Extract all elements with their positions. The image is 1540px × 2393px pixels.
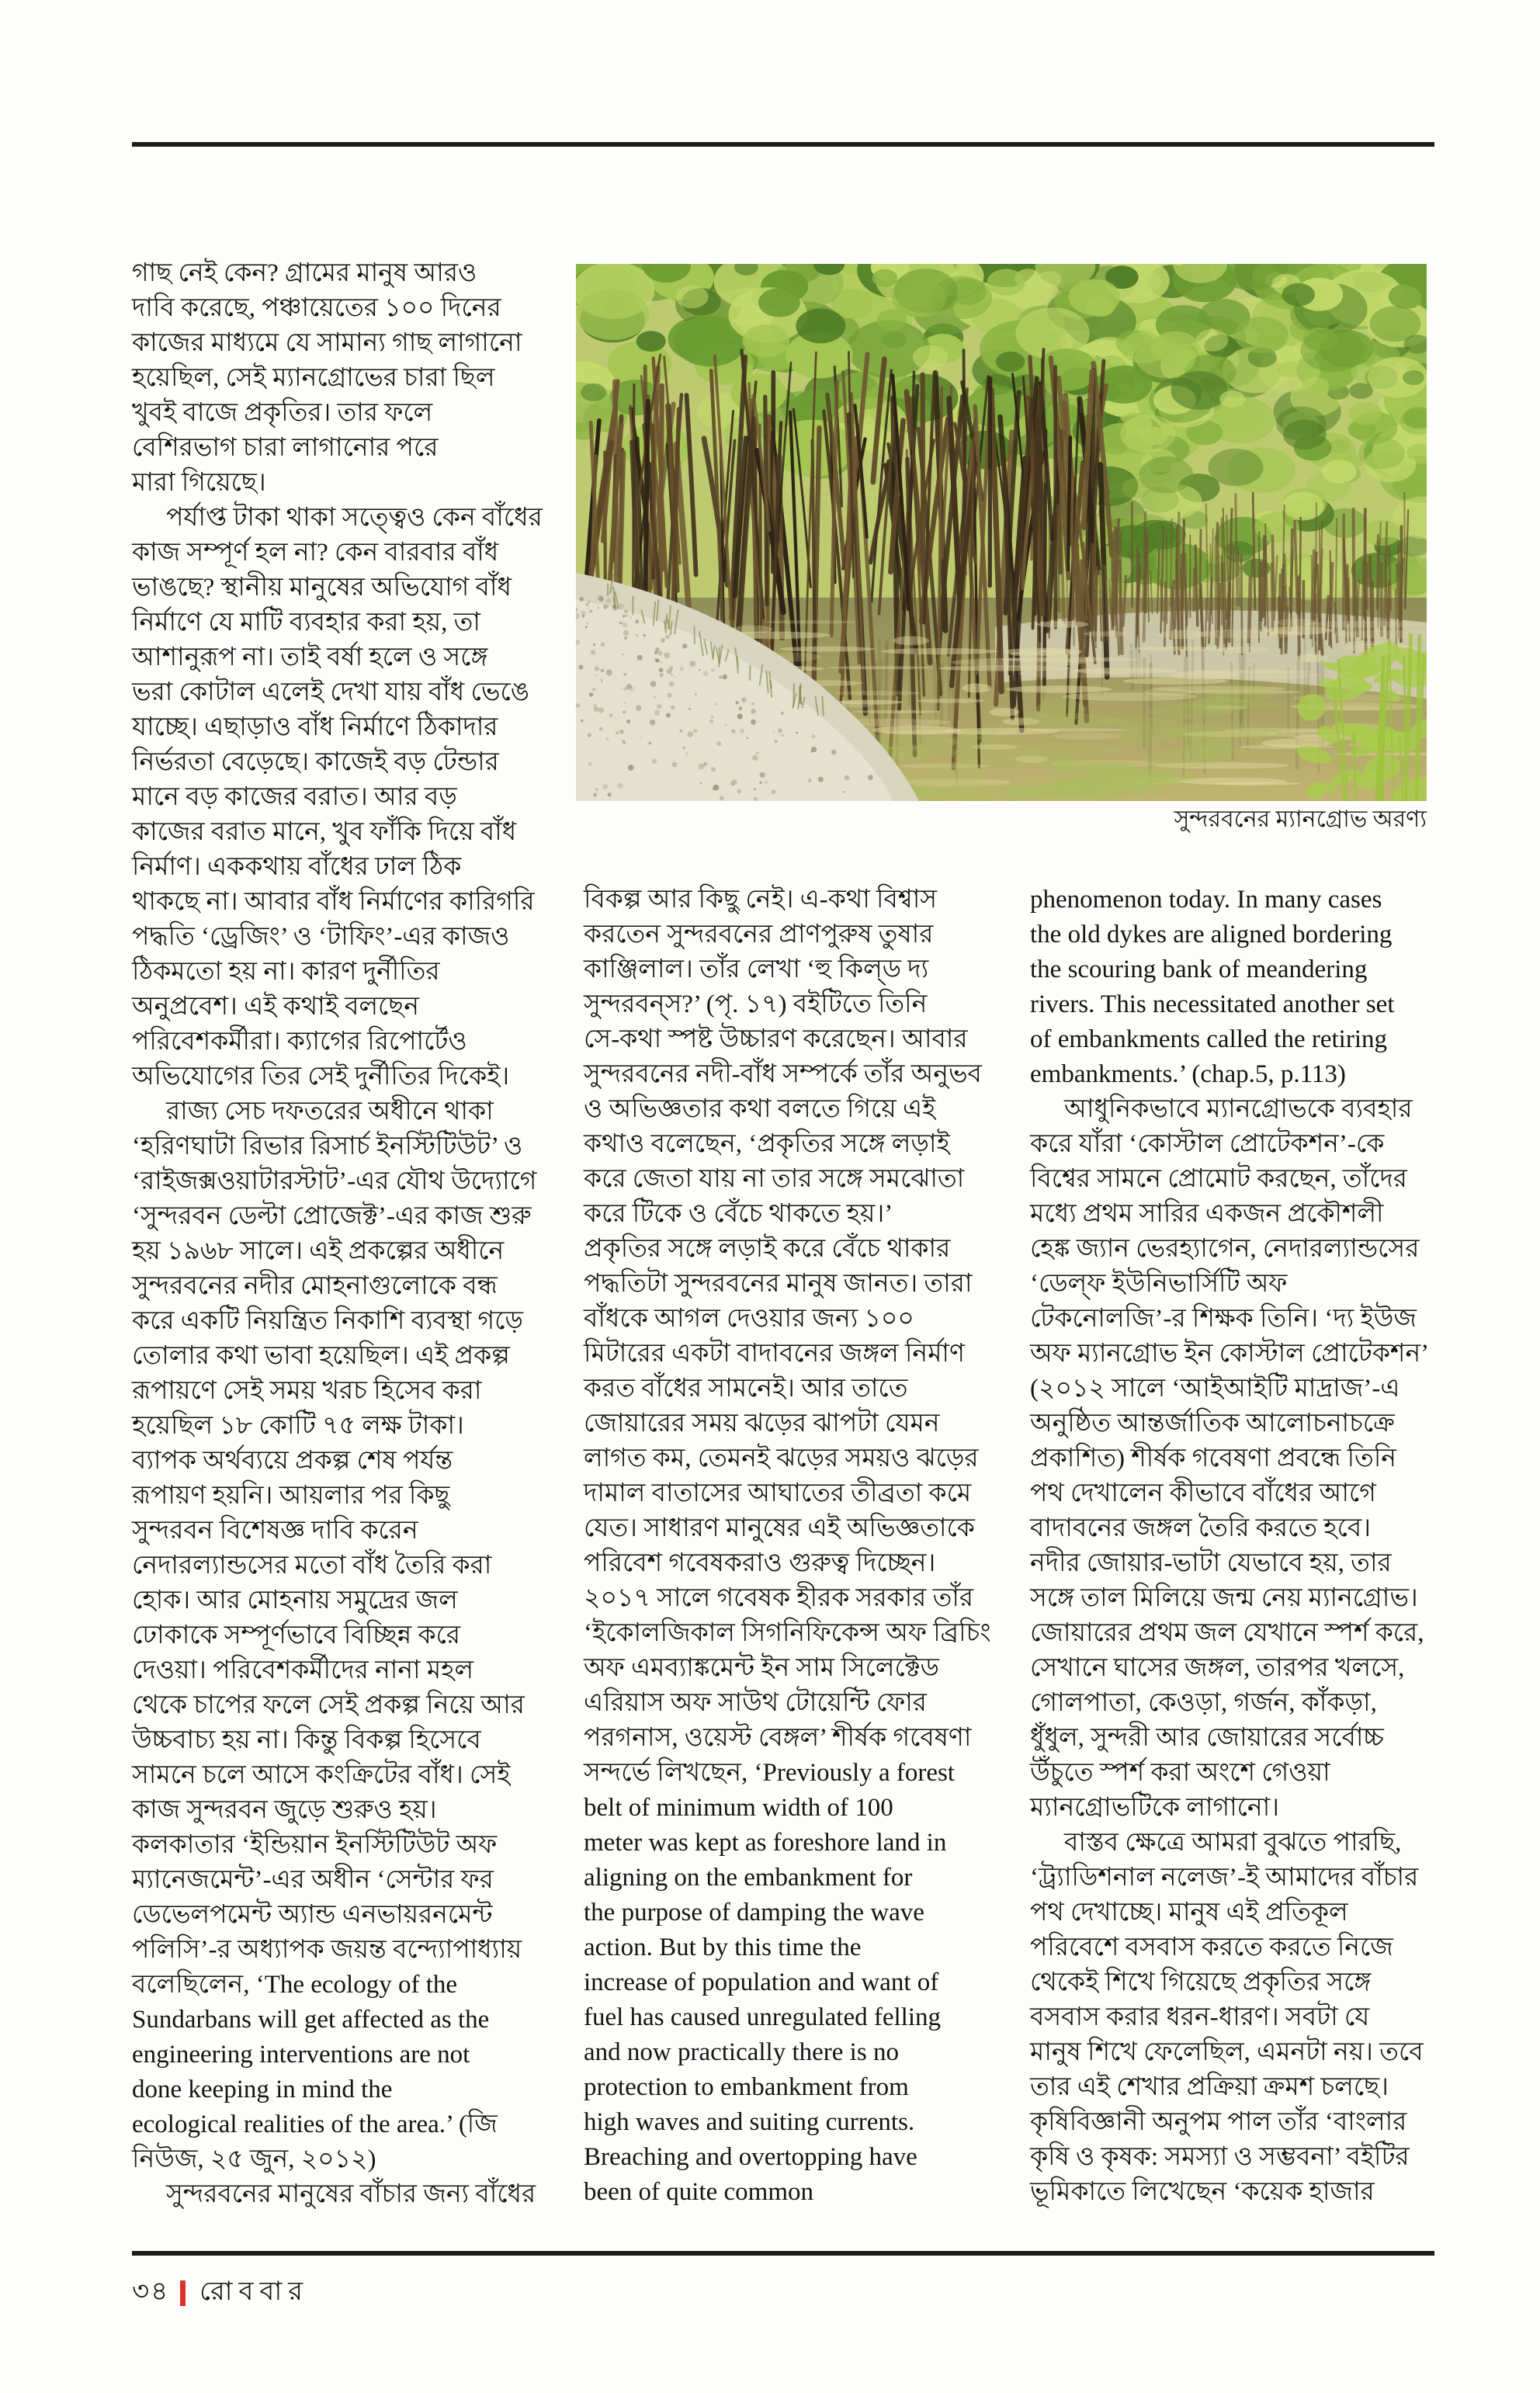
text-line: সুন্দরবন্‌স?’ (পৃ. ১৭) বইটিতে তিনি — [584, 990, 928, 1018]
text-line: পর্যাপ্ত টাকা থাকা সত্ত্বেও কেন বাঁধের — [166, 504, 543, 532]
paragraph — [132, 2177, 571, 2212]
text-line: ঠিকমতো হয় না। কারণ দুর্নীতির — [132, 958, 440, 986]
text-line: ভাঙছে? স্থানীয় মানুষের অভিযোগ বাঁধ — [132, 574, 512, 602]
text-line: কাজের মাধ্যমে যে সামান্য গাছ লাগানো — [132, 329, 522, 357]
text-line: উচ্চবাচ্য হয় না। কিন্তু বিকল্প হিসেবে — [132, 1726, 481, 1754]
text-line: বাঁধকে আগল দেওয়ার জন্য ১০০ — [584, 1305, 914, 1333]
text-line: ‘হরিণঘাটা রিভার রিসার্চ ইনস্টিটিউট’ ও — [132, 1132, 523, 1160]
text-line: কাঞ্জিলাল। তাঁর লেখা ‘হু কিল্‌ড দ্য — [584, 955, 929, 983]
text-line: of embankments called the retiring — [1030, 1025, 1388, 1053]
text-line: অনুপ্রবেশ। এই কথাই বলছেন — [132, 993, 419, 1021]
text-line: কাজ সুন্দরবন জুড়ে শুরুও হয়। — [132, 1796, 437, 1824]
paragraph — [132, 256, 571, 501]
text-line: rivers. This necessitated another set — [1030, 990, 1395, 1018]
text-line: পরিবেশ গবেষকরাও গুরুত্ব দিচ্ছেন। — [584, 1549, 936, 1577]
text-line: অফ ম্যানগ্রোভ ইন কোস্টাল প্রোটেকশন’ — [1030, 1340, 1430, 1368]
paragraph — [1030, 1826, 1434, 2210]
paragraph — [584, 883, 1009, 2210]
text-line: meter was kept as foreshore land in — [584, 1829, 947, 1857]
text-line: করত বাঁধের সামনেই। আর তাতে — [584, 1375, 908, 1403]
text-line: হেঙ্ক জ্যান ভেরহ্যাগেন, নেদারল্যান্ডসের — [1030, 1235, 1420, 1263]
text-line: বসবাস করার ধরন-ধারণ। সবটা যে — [1030, 2003, 1370, 2031]
text-line: তার এই শেখার প্রক্রিয়া ক্রমশ চলছে। — [1030, 2073, 1389, 2101]
text-line: অফ এমব্যাঙ্কমেন্ট ইন সাম সিলেক্টেড — [584, 1654, 939, 1682]
text-line: সুন্দরবনের মানুষের বাঁচার জন্য বাঁধের — [166, 2180, 536, 2208]
footer-separator-bar — [180, 2280, 186, 2306]
text-line: কাজ সম্পূর্ণ হল না? কেন বারবার বাঁধ — [132, 539, 499, 567]
text-line: তোলার কথা ভাবা হয়েছিল। এই প্রকল্প — [132, 1342, 510, 1370]
text-line: the purpose of damping the wave — [584, 1899, 924, 1927]
text-line: পরিবেশকর্মীরা। ক্যাগের রিপোর্টেও — [132, 1028, 467, 1056]
text-line: ‘ট্র্যাডিশনাল নলেজ’-ই আমাদের বাঁচার — [1030, 1864, 1419, 1892]
text-line: যাচ্ছে। এছাড়াও বাঁধ নির্মাণে ঠিকাদার — [132, 713, 498, 741]
text-line: ম্যানেজমেন্ট’-এর অধীন ‘সেন্টার ফর — [132, 1866, 494, 1894]
text-line: ভূমিকাতে লিখেছেন ‘কয়েক হাজার — [1030, 2178, 1375, 2206]
text-line: নেদারল্যান্ডসের মতো বাঁধ তৈরি করা — [132, 1552, 492, 1580]
text-line: পরিবেশে বসবাস করতে করতে নিজে — [1030, 1933, 1393, 1961]
text-line: পরগনাস, ওয়েস্ট বেঙ্গল’ শীর্ষক গবেষণা — [584, 1724, 972, 1752]
paragraph — [1030, 883, 1434, 1092]
text-line: যেত। সাধারণ মানুষের এই অভিজ্ঞতাকে — [584, 1514, 975, 1542]
text-line: the scouring bank of meandering — [1030, 955, 1368, 983]
text-line: Breaching and overtopping have — [584, 2143, 917, 2171]
article-column-middle — [584, 883, 1009, 2210]
text-line: জোয়ারের সময় ঝড়ের ঝাপটা যেমন — [584, 1410, 940, 1438]
text-line: ‘সুন্দরবন ডেল্টা প্রোজেক্ট’-এর কাজ শুরু — [132, 1202, 532, 1230]
text-line: হোক। আর মোহনায় সমুদ্রের জল — [132, 1587, 458, 1614]
text-line: নিউজ, ২৫ জুন, ২০১২) — [132, 2145, 376, 2173]
text-line: থাকছে না। আবার বাঁধ নির্মাণের কারিগরি — [132, 888, 535, 916]
text-line: অনুষ্ঠিত আন্তর্জাতিক আলোচনাচক্রে — [1030, 1410, 1395, 1438]
text-line: ecological realities of the area.’ (জি — [132, 2110, 498, 2138]
text-line: কৃষি ও কৃষক: সমস্যা ও সম্ভবনা’ বইটির — [1030, 2143, 1410, 2171]
text-line: নির্মাণ। এককথায় বাঁধের ঢাল ঠিক — [132, 853, 462, 881]
text-line: এরিয়াস অফ সাউথ টোয়েন্টি ফোর — [584, 1689, 927, 1717]
text-line: নির্মাণে যে মাটি ব্যবহার করা হয়, তা — [132, 609, 480, 636]
text-line: মধ্যে প্রথম সারির একজন প্রকৌশলী — [1030, 1200, 1384, 1228]
article-column-left — [132, 256, 571, 2212]
text-line: ডেভেলপমেন্ট অ্যান্ড এনভায়রনমেন্ট — [132, 1901, 493, 1929]
text-line: phenomenon today. In many cases — [1030, 886, 1382, 914]
text-line: বাদাবনের জঙ্গল তৈরি করতে হবে। — [1030, 1514, 1372, 1542]
text-line: হয় ১৯৬৮ সালে। এই প্রকল্পের অধীনে — [132, 1237, 505, 1265]
text-line: কাজের বরাত মানে, খুব ফাঁকি দিয়ে বাঁধ — [132, 818, 517, 846]
text-line: সুন্দরবনের নদীর মোহনাগুলোকে বন্ধ — [132, 1272, 498, 1300]
text-line: পথ দেখালেন কীভাবে বাঁধের আগে — [1030, 1479, 1376, 1507]
text-line: রাজ্য সেচ দফতরের অধীনে থাকা — [166, 1098, 494, 1125]
text-line: action. But by this time the — [584, 1933, 862, 1961]
text-line: বলেছিলেন, ‘The ecology of the — [132, 1971, 458, 1999]
text-line: কলকাতার ‘ইন্ডিয়ান ইনস্টিটিউট অফ — [132, 1831, 498, 1859]
text-line: (২০১২ সালে ‘আইআইটি মাদ্রাজ’-এ — [1030, 1375, 1400, 1403]
text-line: করে যাঁরা ‘কোস্টাল প্রোটেকশন’-কে — [1030, 1130, 1385, 1158]
text-line: সন্দর্ভে লিখছেন, ‘Previously a forest — [584, 1759, 955, 1787]
text-line: রূপায়ণে সেই সময় খরচ হিসেব করা — [132, 1377, 482, 1405]
text-line: আধুনিকভাবে ম্যানগ্রোভকে ব্যবহার — [1064, 1095, 1413, 1123]
text-line: the old dykes are aligned bordering — [1030, 921, 1393, 949]
text-line: fuel has caused unregulated felling — [584, 2003, 941, 2031]
magazine-name: রোববার — [199, 2277, 309, 2306]
page-number: ৩৪ — [132, 2277, 170, 2306]
text-line: দামাল বাতাসের আঘাতের তীব্রতা কমে — [584, 1479, 972, 1507]
text-line: পলিসি’-র অধ্যাপক জয়ন্ত বন্দ্যোপাধ্যায় — [132, 1936, 522, 1964]
text-line: কৃষিবিজ্ঞানী অনুপম পাল তাঁর ‘বাংলার — [1030, 2108, 1407, 2136]
text-line: মানুষ শিখে ফেলেছিল, এমনটা নয়। তবে — [1030, 2038, 1424, 2066]
page-footer — [132, 2271, 309, 2315]
text-line: নদীর জোয়ার-ভাটা যেভাবে হয়, তার — [1030, 1549, 1392, 1577]
text-line: খুবই বাজে প্রকৃতির। তার ফলে — [132, 399, 433, 427]
text-line: উঁচুতে স্পর্শ করা অংশে গেওয়া — [1030, 1759, 1330, 1787]
text-line: ম্যানগ্রোভটিকে লাগানো। — [1030, 1794, 1279, 1822]
text-line: করতেন সুন্দরবনের প্রাণপুরুষ তুষার — [584, 921, 934, 949]
article-column-right — [1030, 883, 1434, 2210]
text-line: বিশ্বের সামনে প্রোমোট করছেন, তাঁদের — [1030, 1165, 1407, 1193]
text-line: দাবি করেছে, পঞ্চায়েতের ১০০ দিনের — [132, 294, 501, 322]
text-line: অভিযোগের তির সেই দুর্নীতির দিকেই। — [132, 1063, 510, 1091]
text-line: been of quite common — [584, 2178, 814, 2206]
sundarbans-mangrove-photo — [576, 264, 1427, 801]
text-line: হয়েছিল, সেই ম্যানগ্রোভের চারা ছিল — [132, 364, 495, 392]
text-line: হয়েছিল ১৮ কোটি ৭৫ লক্ষ টাকা। — [132, 1412, 464, 1440]
text-line: সুন্দরবন বিশেষজ্ঞ দাবি করেন — [132, 1517, 418, 1545]
text-line: মানে বড় কাজের বরাত। আর বড় — [132, 783, 457, 811]
text-line: ও অভিজ্ঞতার কথা বলতে গিয়ে এই — [584, 1095, 936, 1123]
paragraph — [132, 1094, 571, 2177]
text-line: করে একটি নিয়ন্ত্রিত নিকাশি ব্যবস্থা গড়ে — [132, 1307, 523, 1335]
text-line: সেখানে ঘাসের জঙ্গল, তারপর খলসে, — [1030, 1654, 1405, 1682]
text-line: জোয়ারের প্রথম জল যেখানে স্পর্শ করে, — [1030, 1619, 1424, 1647]
text-line: increase of population and want of — [584, 1968, 939, 1996]
paragraph — [132, 501, 571, 1094]
text-line: সে-কথা স্পষ্ট উচ্চারণ করেছেন। আবার — [584, 1025, 968, 1053]
text-line: থেকেই শিখে গিয়েছে প্রকৃতির সঙ্গে — [1030, 1968, 1372, 1996]
text-line: and now practically there is no — [584, 2038, 899, 2066]
text-line: নির্ভরতা বেড়েছে। কাজেই বড় টেন্ডার — [132, 748, 499, 776]
header-rule — [132, 142, 1434, 147]
text-line: Sundarbans will get affected as the — [132, 2006, 490, 2034]
text-line: পদ্ধতিটা সুন্দরবনের মানুষ জানত। তারা — [584, 1270, 973, 1298]
text-line: লাগত কম, তেমনই ঝড়ের সময়ও ঝড়ের — [584, 1444, 979, 1472]
text-line: ‘রাইজক্সওয়াটারস্টাট’-এর যৌথ উদ্যোগে — [132, 1167, 537, 1195]
text-line: মিটারের একটা বাদাবনের জঙ্গল নির্মাণ — [584, 1340, 965, 1368]
text-line: থেকে চাপের ফলে সেই প্রকল্প নিয়ে আর — [132, 1691, 525, 1719]
text-line: করে জেতা যায় না তার সঙ্গে সমঝোতা — [584, 1165, 965, 1193]
text-line: ‘ডেল্‌ফ ইউনিভার্সিটি অফ — [1030, 1270, 1288, 1298]
text-line: engineering interventions are not — [132, 2041, 470, 2069]
text-line: high waves and suiting currents. — [584, 2108, 915, 2136]
text-line: protection to embankment from — [584, 2073, 909, 2101]
text-line: পদ্ধতি ‘ড্রেজিং’ ও ‘টাফিং’-এর কাজও — [132, 923, 510, 951]
text-line: ঢোকাকে সম্পূর্ণভাবে বিচ্ছিন্ন করে — [132, 1621, 460, 1649]
text-line: প্রকৃতির সঙ্গে লড়াই করে বেঁচে থাকার — [584, 1235, 951, 1263]
text-line: মারা গিয়েছে। — [132, 469, 266, 497]
text-line: প্রকাশিত) শীর্ষক গবেষণা প্রবন্ধে তিনি — [1030, 1444, 1396, 1472]
text-line: সামনে চলে আসে কংক্রিটের বাঁধ। সেই — [132, 1761, 511, 1789]
photo-caption: সুন্দরবনের ম্যানগ্রোভ অরণ্য — [1174, 806, 1427, 832]
text-line: গোলপাতা, কেওড়া, গর্জন, কাঁকড়া, — [1030, 1689, 1377, 1717]
text-line: aligning on the embankment for — [584, 1864, 913, 1892]
text-line: ব্যাপক অর্থব্যয়ে প্রকল্প শেষ পর্যন্ত — [132, 1447, 453, 1475]
paragraph — [1030, 1092, 1434, 1826]
text-line: ধুঁধুল, সুন্দরী আর জোয়ারের সর্বোচ্চ — [1030, 1724, 1384, 1752]
text-line: আশানুরূপ না। তাই বর্ষা হলে ও সঙ্গে — [132, 643, 488, 671]
text-line: রূপায়ণ হয়নি। আয়লার পর কিছু — [132, 1482, 450, 1510]
footer-rule — [132, 2251, 1434, 2256]
text-line: belt of minimum width of 100 — [584, 1794, 893, 1822]
text-line: সঙ্গে তাল মিলিয়ে জন্ম নেয় ম্যানগ্রোভ। — [1030, 1584, 1418, 1612]
text-line: বিকল্প আর কিছু নেই। এ-কথা বিশ্বাস — [584, 886, 938, 914]
text-line: embankments.’ (chap.5, p.113) — [1030, 1060, 1346, 1088]
text-line: ‘ইকোলজিকাল সিগনিফিকেন্স অফ ব্রিচিং — [584, 1619, 991, 1647]
text-line: ভরা কোটাল এলেই দেখা যায় বাঁধ ভেঙে — [132, 678, 529, 706]
text-line: দেওয়া। পরিবেশকর্মীদের নানা মহল — [132, 1656, 474, 1684]
text-line: করে টিকে ও বেঁচে থাকতে হয়।’ — [584, 1200, 893, 1228]
text-line: কথাও বলেছেন, ‘প্রকৃতির সঙ্গে লড়াই — [584, 1130, 950, 1158]
text-line: পথ দেখাচ্ছে। মানুষ এই প্রতিকূল — [1030, 1899, 1348, 1927]
text-line: সুন্দরবনের নদী-বাঁধ সম্পর্কে তাঁর অনুভব — [584, 1060, 982, 1088]
text-line: গাছ নেই কেন? গ্রামের মানুষ আরও — [132, 259, 477, 287]
text-line: বেশিরভাগ চারা লাগানোর পরে — [132, 434, 439, 462]
text-line: বাস্তব ক্ষেত্রে আমরা বুঝতে পারছি, — [1064, 1829, 1402, 1857]
text-line: টেকনোলজি’-র শিক্ষক তিনি। ‘দ্য ইউজ — [1030, 1305, 1417, 1333]
text-line: ২০১৭ সালে গবেষক হীরক সরকার তাঁর — [584, 1584, 974, 1612]
text-line: done keeping in mind the — [132, 2076, 393, 2103]
